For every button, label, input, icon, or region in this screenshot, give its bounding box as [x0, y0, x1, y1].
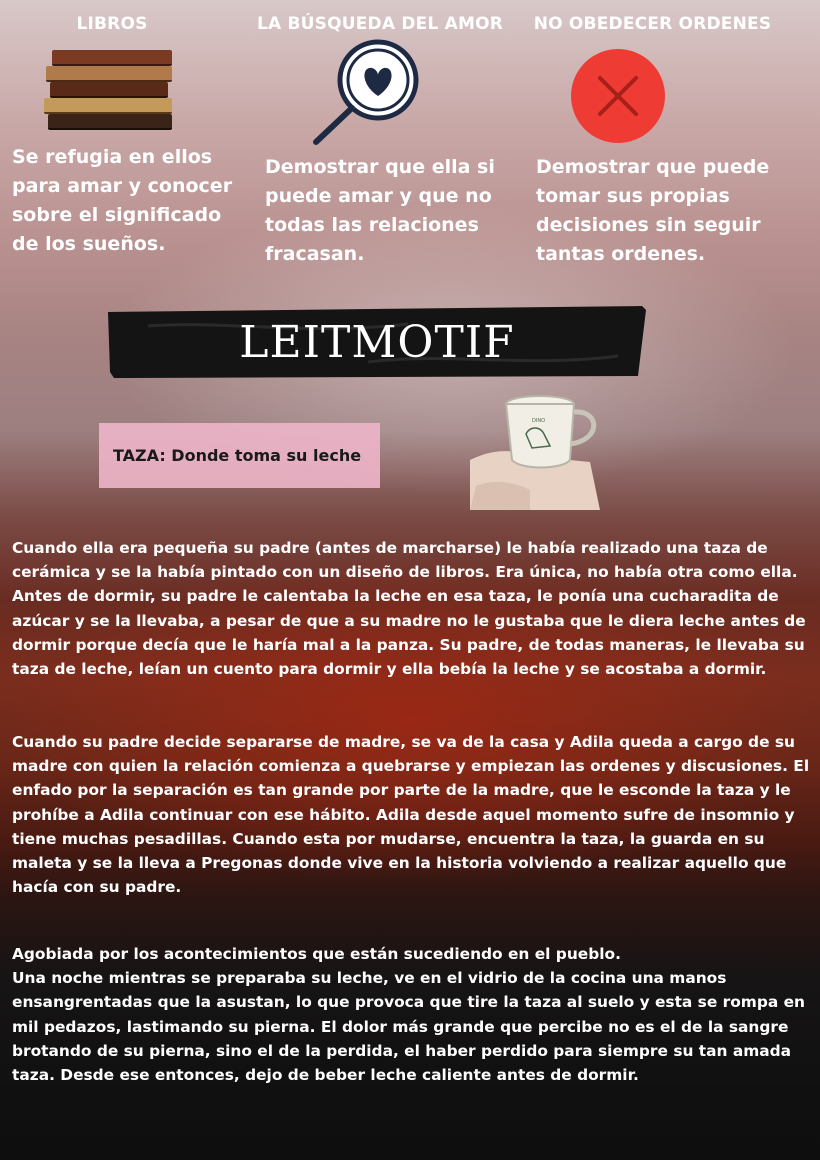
milk-cup-photo — [470, 390, 620, 510]
leitmotif-title: LEITMOTIF — [239, 316, 515, 368]
column-text-busqueda: Demostrar que ella si puede amar y que no todas las relaciones fracasan. — [265, 156, 495, 265]
paragraph-separation: Cuando su padre decide separarse de madre, se va de la casa y Adila queda a cargo de su madre con quien la relación comienza a quebrarse y empiezan las ordenes y discusiones. El enfado por la separación es tan grande por parte de la madre, que le esconde la taza y le prohíbe a Adila continuar con ese hábito. Adila desde aquel momento sufre de insomnio y tiene muchas pesadillas. Cuando esta por mudarse, encuentra la taza, la guarda en su maleta y se la lleva a Pregonas donde vive en la historia volviendo a realizar aquello que hacía con su padre. — [12, 733, 810, 897]
magnifier-heart-icon — [308, 36, 428, 146]
svg-text:DINO: DINO — [532, 418, 546, 424]
paragraph-origin: Cuando ella era pequeña su padre (antes de marcharse) le había realizado una taza de cerámica y se la había pintado con un diseño de libros. Era única, no había otra como ella. Antes de dormir, su padre le calentaba la leche en esa taza, le ponía una cucharadita de azúcar y se la llevaba, a pesar de que a su madre no le gustaba que le diera leche antes de dormir porque decía que le haría mal a la panza. Su padre, de todas maneras, le llevaba su taza de leche, leían un cuento para dormir y ella bebía la leche y se acostaba a dormir. — [12, 539, 806, 679]
books-icon — [42, 46, 182, 130]
taza-label-box — [99, 423, 380, 488]
x-circle-icon — [570, 48, 666, 144]
column-title-libros: LIBROS — [76, 14, 148, 34]
paragraph-loss: Agobiada por los acontecimientos que están sucediendo en el pueblo. Una noche mientras se preparaba su leche, ve en el vidrio de la cocina una manos ensangrentadas que la asustan, lo que provoca que tire la taza al suelo y esta se rompa en mil pedazos, lastimando su pierna. El dolor más grande que percibe no es el de la sangre brotando de su pierna, sino el de la perdida, el haber perdido para siempre su tan amada taza. Desde ese entonces, dejo de beber leche caliente antes de dormir. — [12, 945, 805, 1085]
column-title-obedecer: NO OBEDECER ORDENES — [533, 14, 772, 34]
column-title-busqueda: LA BÚSQUEDA DEL AMOR — [256, 14, 504, 34]
column-text-libros: Se refugia en ellos para amar y conocer sobre el significado de los sueños. — [12, 146, 233, 255]
taza-label: TAZA: Donde toma su leche — [113, 446, 362, 465]
column-text-obedecer: Demostrar que puede tomar sus propias decisiones sin seguir tantas ordenes. — [536, 156, 770, 265]
